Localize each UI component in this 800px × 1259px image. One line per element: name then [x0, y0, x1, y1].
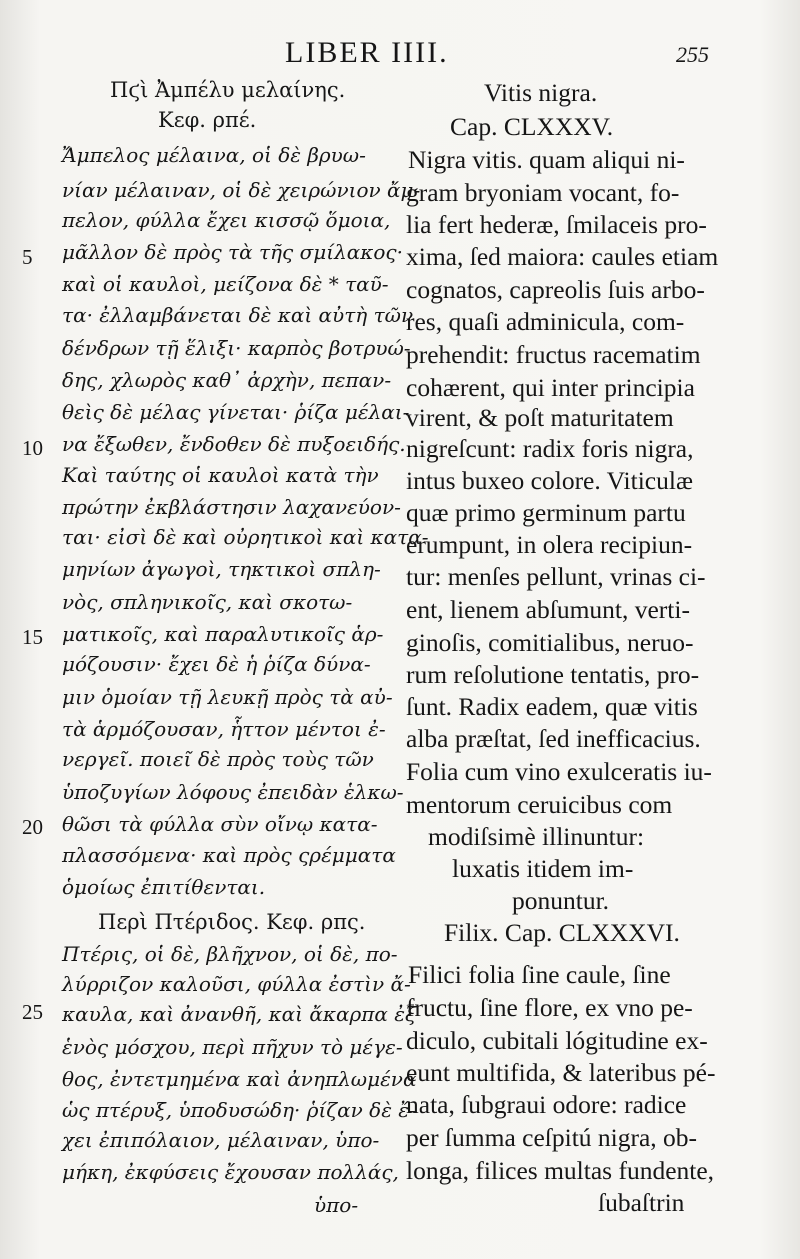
- greek-text-line: δης, χλωρὸς καθ᾽ ἀρχὴν, πεπαν-: [62, 368, 392, 392]
- greek-text-line: μᾶλλον δὲ πρὸς τὰ τῆς σμίλακος·: [62, 240, 403, 264]
- greek-text-line: Καὶ ταύτης οἱ καυλοὶ κατὰ τὴν: [62, 463, 379, 487]
- greek-text-line: χει ἐπιπόλαιον, μέλαιναν, ὑπο-: [62, 1128, 380, 1152]
- greek-text-line: νεργεῖ. ποιεῖ δὲ πρὸς τοὺς τῶν: [62, 747, 374, 771]
- latin-text-line: prehendit: fructus racematim: [406, 340, 701, 369]
- latin-text-line: cohærent, qui inter principia: [406, 373, 695, 402]
- greek-text-line: ὑπο-: [314, 1193, 359, 1217]
- latin-text-line: erumpunt, in olera recipiun-: [406, 530, 693, 559]
- greek-text-line: να ἔξωθεν, ἔνδοθεν δὲ πυξοειδής.: [62, 432, 406, 456]
- latin-text-line: rum reſolutione tentatis, pro-: [406, 660, 700, 689]
- greek-text-line: ὑποζυγίων λόφους ἐπειδὰν ἑλκω-: [62, 780, 404, 804]
- greek-text-line: τα· ἐλλαμβάνεται δὲ καὶ αὐτὴ τῶν: [62, 303, 414, 327]
- greek-text-line: ματικοῖς, καὶ παραλυτικοῖς ἁρ-: [62, 622, 384, 646]
- latin-text-line: nigreſcunt: radix foris nigra,: [406, 434, 694, 463]
- greek-text-line: πλασσόμενα· καὶ πρὸς ςρέμματα: [62, 843, 396, 867]
- greek-text-line: καὶ οἱ καυλοὶ, μείζονα δὲ * ταῦ-: [62, 272, 389, 296]
- line-number: 15: [22, 625, 43, 649]
- latin-text-line: Folia cum vino exulceratis iu-: [406, 757, 712, 786]
- greek-text-line: θεὶς δὲ μέλας γίνεται· ῥίζα μέλαι-: [62, 400, 410, 424]
- latin-text-line: fructu, ſine flore, ex vno pe-: [406, 993, 693, 1022]
- latin-text-line: Filici folia ſine caule, ſine: [408, 960, 671, 989]
- greek-text-line: ται· εἰσὶ δὲ καὶ οὐρητικοὶ καὶ κατα-: [62, 525, 429, 549]
- line-number: 5: [22, 245, 33, 269]
- latin-text-line: ent, lienem abſumunt, verti-: [406, 595, 690, 624]
- line-number: 20: [22, 815, 43, 839]
- latin-text-line: quæ primo germinum partu: [406, 498, 686, 527]
- greek-text-line: μηνίων ἀγωγοὶ, τηκτικοὶ σπλη-: [62, 557, 381, 581]
- latin-heading: Vitis nigra.: [484, 78, 598, 107]
- latin-text-line: ſubaſtrin: [598, 1188, 685, 1217]
- greek-text-line: δένδρων τῇ ἕλιξι· καρπὸς βοτρυώ-: [62, 336, 411, 360]
- latin-text-line: Nigra vitis. quam aliqui ni-: [408, 145, 685, 174]
- greek-text-line: πελον, φύλλα ἔχει κισσῷ ὅμοια,: [62, 208, 391, 232]
- latin-text-line: xima, ſed maiora: caules etiam: [406, 242, 719, 271]
- latin-text-line: nata, ſubgraui odore: radice: [406, 1090, 687, 1119]
- greek-heading: Πϛὶ Ἀμπέλυ μελαίνης.: [110, 78, 346, 102]
- page-number: 255: [676, 42, 709, 67]
- latin-text-line: eunt multifida, & lateribus pé-: [406, 1058, 716, 1087]
- latin-text-line: alba præſtat, ſed inefficacius.: [406, 724, 701, 753]
- line-number: 10: [22, 436, 43, 460]
- greek-text-line: τὰ ἁρμόζουσαν, ἧττον μέντοι ἐ-: [62, 717, 386, 741]
- greek-text-line: λύρριζον καλοῦσι, φύλλα ἐστὶν ἄ-: [62, 972, 411, 996]
- greek-text-line: νίαν μέλαιναν, οἱ δὲ χειρώνιον ἄμ-: [62, 178, 421, 202]
- latin-text-line: gram bryoniam vocant, fo-: [406, 178, 680, 207]
- greek-text-line: μόζουσιν· ἔχει δὲ ἡ ῥίζα δύνα-: [62, 652, 371, 676]
- latin-text-line: ponuntur.: [512, 886, 610, 915]
- latin-heading: Cap. CLXXXV.: [450, 112, 614, 141]
- greek-text-line: ὁμοίως ἐπιτίθενται.: [62, 875, 266, 899]
- greek-text-line: μιν ὁμοίαν τῇ λευκῇ πρὸς τὰ αὐ-: [62, 685, 393, 709]
- latin-text-line: modiſsimè illinuntur:: [428, 822, 645, 851]
- latin-text-line: ſunt. Radix eadem, quæ vitis: [406, 692, 698, 721]
- greek-text-line: νὸς, σπληνικοῖς, καὶ σκοτω-: [62, 590, 353, 614]
- greek-heading: Κεφ. ρπέ.: [158, 108, 257, 132]
- latin-text-line: res, quaſi adminicula, com-: [406, 307, 685, 336]
- greek-text-line: πρώτην ἐκβλάστησιν λαχανεύον-: [62, 495, 401, 519]
- latin-text-line: intus buxeo colore. Viticulæ: [406, 466, 693, 495]
- greek-text-line: θῶσι τὰ φύλλα σὺν οἴνῳ κατα-: [62, 812, 378, 836]
- latin-text-line: per ſumma ceſpitú nigra, ob-: [406, 1123, 698, 1152]
- greek-text-line: ἑνὸς μόσχου, περὶ πῆχυν τὸ μέγε-: [62, 1035, 403, 1059]
- greek-text-line: Ἄμπελος μέλαινα, οἱ δὲ βρυω-: [62, 143, 366, 167]
- latin-heading: Filix. Cap. CLXXXVI.: [444, 918, 680, 947]
- greek-text-line: μήκη, ἐκφύσεις ἔχουσαν πολλάς,: [62, 1160, 399, 1184]
- latin-text-line: diculo, cubitali lógitudine ex-: [406, 1026, 708, 1055]
- latin-text-line: ginoſis, comitialibus, neruo-: [406, 628, 694, 657]
- greek-text-line: θος, ἐντετμημένα καὶ ἀνηπλωμένα: [62, 1067, 417, 1091]
- latin-text-line: tur: menſes pellunt, vrinas ci-: [406, 562, 706, 591]
- latin-text-line: mentorum ceruicibus com: [406, 790, 673, 819]
- latin-text-line: cognatos, capreolis ſuis arbo-: [406, 275, 705, 304]
- greek-text-line: καυλα, καὶ ἀνανθῆ, καὶ ἄκαρπα ἐξ: [62, 1002, 417, 1026]
- latin-text-line: longa, filices multas fundente,: [406, 1156, 715, 1185]
- page-header: [0, 30, 800, 80]
- greek-text-line: Πτέρις, οἱ δὲ, βλῆχνον, οἱ δὲ, πο-: [62, 942, 398, 966]
- greek-heading: Περὶ Πτέριδος. Κεφ. ρπς.: [98, 910, 366, 934]
- latin-text-line: virent, & poſt maturitatem: [406, 403, 674, 432]
- line-number: 25: [22, 1000, 43, 1024]
- latin-text-line: luxatis itidem im-: [452, 854, 634, 883]
- running-head: LIBER IIII.: [285, 36, 449, 69]
- greek-text-line: ὡς πτέρυξ, ὑποδυσώδη· ῥίζαν δὲ ἔ-: [62, 1098, 416, 1122]
- latin-text-line: lia fert hederæ, ſmilaceis pro-: [406, 210, 707, 239]
